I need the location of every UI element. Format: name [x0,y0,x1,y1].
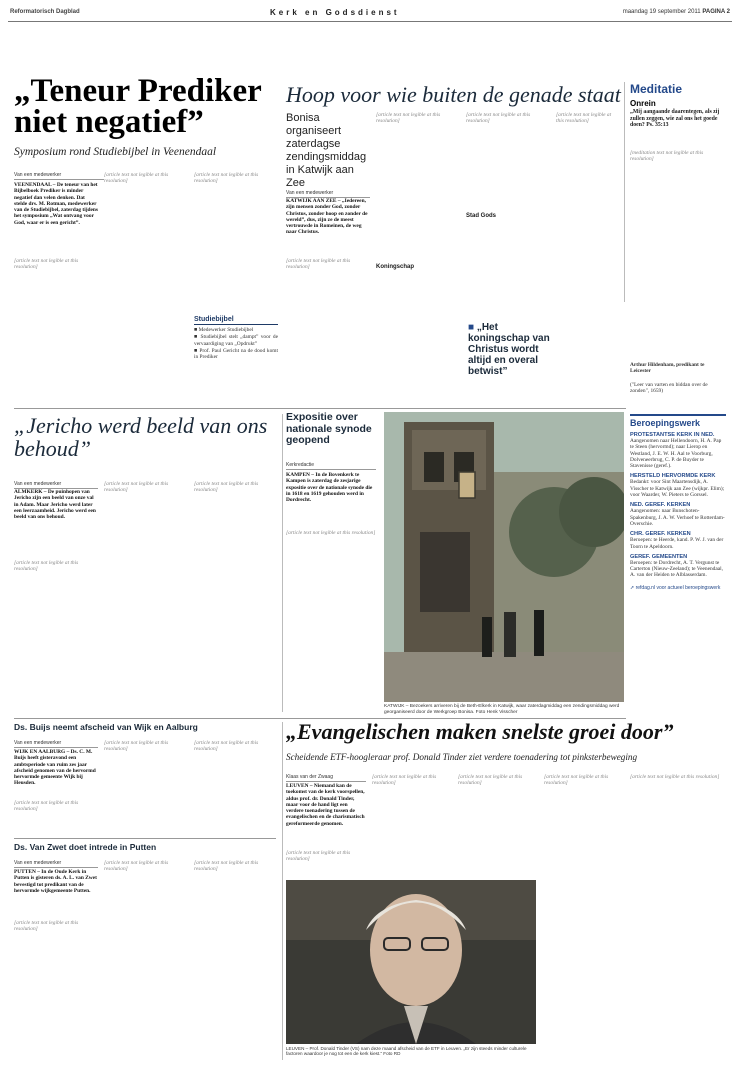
section-divider [14,838,276,839]
article-body: [article text not legible at this resolution] [286,258,351,271]
sidebar-item: ■ Studiebijbel stelt „dampt” voor de vervaardiging van „Opdrukt” [194,334,278,347]
article-title-hoop: Hoop voor wie buiten de genade staat [286,82,621,107]
byline: Van een medewerker [14,172,104,180]
beroepingswerk-item: CHR. GEREF. KERKEN Beroepen: te Heerde, kand. P. W. J. van der Toorn te Apeldoorn. [630,531,724,550]
article-body: [article text not legible at this resolution] [104,481,169,494]
article-body: [article text not legible at this resolution] [376,112,441,125]
article-body: [article text not legible at this resolution] [286,850,351,863]
article-title-jericho: „Jericho werd beeld van ons behoud” [14,413,268,461]
byline: Van een medewerker [14,740,98,748]
byline: Klaas van der Zwaag [286,774,366,782]
article-title-vanzwet: Ds. Van Zwet doet intrede in Putten [14,842,157,852]
article-lead: KATWIJK AAN ZEE – „Iedereen, zijn mensen zonder God, zonder Christus, zonder hoop en zonder de wereld”, dus, zijn ze de meest vertrouwde in Romeinen, de weg naar Christus. [286,198,368,236]
byline: Van een medewerker [286,190,370,198]
link-icon: ➚ [630,584,635,591]
article-body: [article text not legible at this resolution] [194,860,259,873]
article-title-prediker: „Teneur Prediker niet negatief” [14,73,262,141]
article-body: [article text not legible at this resolution] [194,172,259,185]
byline: Van een medewerker [14,860,98,868]
meditatie-author: Arthur Hildenham, predikant te Leicester [630,362,705,375]
article-body: [article text not legible at this resolution] [466,112,531,125]
article-body: [article text not legible at this resolution] [630,774,720,780]
byline: Van een medewerker [14,481,98,489]
article-title-evangelischen: „Evangelischen maken snelste groei door” [286,719,674,744]
column-divider [624,82,625,302]
article-title-buijs: Ds. Buijs neemt afscheid van Wijk en Aalburg [14,722,198,732]
article-body: [article text not legible at this resolution] [14,920,79,933]
meditatie-quote: „Mij aangaande daarentegen, als zij zullen zeggen, wie zal ons het goede doen? Ps. 35:13 [630,109,720,129]
article-body: [article text not legible at this resolution] [286,530,376,536]
subhead: Koningschap [376,264,415,270]
column-divider [282,722,283,1060]
article-body: [article text not legible at this resolution] [194,740,259,753]
article-title-expositie: Expositie over nationale synode geopend [286,411,372,446]
church-photo-illustration [384,412,624,702]
beroepingswerk-title: Beroepingswerk [630,418,701,428]
page-date: maandag 19 september 2011 PAGINA 2 [622,9,730,15]
meditatie-kicker: Meditatie [630,82,683,96]
article-body: [article text not legible at this resolution] [194,481,259,494]
article-body: [article text not legible at this resolution] [14,800,79,813]
photo-church-katwijk [384,412,624,702]
column-divider [282,414,283,712]
section-divider [14,408,626,409]
article-subtitle-prediker: Symposium rond Studiebijbel in Veenendaal [14,146,217,158]
article-lead: PUTTEN – In de Oude Kerk in Putten is gisteren ds. A. L. van Zwet bevestigd tot predikant van de hervormde wijkgemeente Putten. [14,869,97,894]
article-body: [article text not legible at this resolution] [14,258,79,271]
pull-quote: ■ „Het koningschap van Christus wordt altijd en overal betwist” [468,322,550,377]
article-body: [article text not legible at this resolution] [458,774,523,787]
paper-name: Reformatorisch Dagblad [10,9,80,15]
article-body: [article text not legible at this resolution] [372,774,437,787]
beroepingswerk-item: NED. GEREF. KERKEN Aangenomen: naar Bunschoten-Spakenburg, J. A. W. Verhoef te Rotterdam-Overschie. [630,502,725,527]
article-section: Kerkredactie [286,462,376,470]
photo-caption: KATWIJK – Bezoekers arriveren bij de Beth-Elkerk in Katwijk, waar zaterdagmiddag een zendingsmiddag werd georganiseerd door de Werkgroep Bonisa. Foto Henk Visscher [384,704,620,715]
photo-portrait-tinder [286,880,536,1044]
article-body: [article text not legible at this resolution] [104,172,169,185]
sidebar-item: ■ Prof. Paul Gericht na de dood komt in Prediker [194,347,278,361]
beroepingswerk-item: HERSTELD HERVORMDE KERK Bedankt: voor Sint Maartensdijk, A. Visscher te Katwijk aan Zee (wijkpr. Elim); voor Waarder, W. Pieters te Gorssel. [630,473,725,499]
article-body: [article text not legible at this resolution] [14,560,79,573]
article-lead: WIJK EN AALBURG – Ds. C. M. Buijs heeft gisteravond een ambtsperiode van ruim zes jaar afscheid genomen van de hervormd hervormde gemeente Wijk bij Heusden. [14,749,96,787]
article-lead: ALMKERK – De puinhopen van Jericho zijn een beeld van onze val in Adam. Maar Jericho werd later een leerzaamheid. Jericho werd een beeld van ons behoud. [14,489,96,521]
article-lead: VEENENDAAL – De teneur van het Bijbelboek Prediker is minder negatief dan velen denken. Dat stelde drs. M. Rotman, medewerker van de Studiebijbel, zaterdag tijdens het symposium „Wat ontvang voor God, waar er is een gericht”. [14,182,99,226]
sidebar-item: ■ Medewerker Studiebijbel [194,327,254,333]
article-deck: Bonisa organiseert zaterdagse zendingsmiddag in Katwijk aan Zee [286,112,367,189]
article-lead: KAMPEN – In de Bovenkerk te Kampen is zaterdag de zesjarige expositie over de nationale synode die in 1618 en 1619 gehouden werd in Dordrecht. [286,472,373,504]
meditatie-footnote: ("Leer van varten en biddan over de zonden", 1659) [630,382,708,395]
article-subtitle-evangelischen: Scheidende ETF-hoogleraar prof. Donald Tinder ziet verdere toenadering tot pinksterbeweging [286,752,638,762]
beroepingswerk-item: GEREF. GEMEENTEN Beroepen: te Dordrecht, A. T. Vergunst te Carterton (Nieuw-Zeeland); te Veenendaal, A. van der Heiden te Alblasserdam. [630,553,723,579]
portrait-illustration [286,880,536,1044]
article-body: [article text not legible at this resolution] [104,740,169,753]
section-title: Kerk en Godsdienst [270,8,400,17]
subhead: Stad Gods [466,213,497,219]
article-lead: LEUVEN – Niemand kan de toekomst van de kerk voorspellen, aldus prof. dr. Donald Tinder, maar voor de hand ligt een verdere toenadering tussen de evangelischen en de charismatisch gereformeerde genomen. [286,783,365,827]
studiebijbel-box [194,316,278,402]
photo-caption: LEUVEN – Prof. Donald Tinder (VS) nam deze maand afscheid van de ETF in Leuven. „Er zijn steeds minder culturele factoren waardoor je nog tot een de kerk kiest.” Foto RD [286,1046,527,1057]
meditatie-body: [meditation text not legible at this resolution] [630,150,704,163]
article-body: [article text not legible at this resolution] [556,112,612,125]
beroepingswerk-footer[interactable]: ➚ refdag.nl voor actueel beroepingswerk [630,584,721,591]
article-body: [article text not legible at this resolution] [544,774,609,787]
beroepingswerk-item: PROTESTANTSE KERK IN NED. Aangenomen naar Hellendoorn, H. A. Pap te Steen (hervormd); naar Lierop en Westland, J. E. W. H. Aal te Voorburg, Dolveneerbrug, C. P. de Buyder te Stavenisse (geref.). [630,432,722,470]
meditatie-title: Onrein [630,99,656,108]
sidebar-title: Studiebijbel [194,316,278,325]
beroepingswerk-box [630,414,726,591]
article-body: [article text not legible at this resolution] [104,860,169,873]
